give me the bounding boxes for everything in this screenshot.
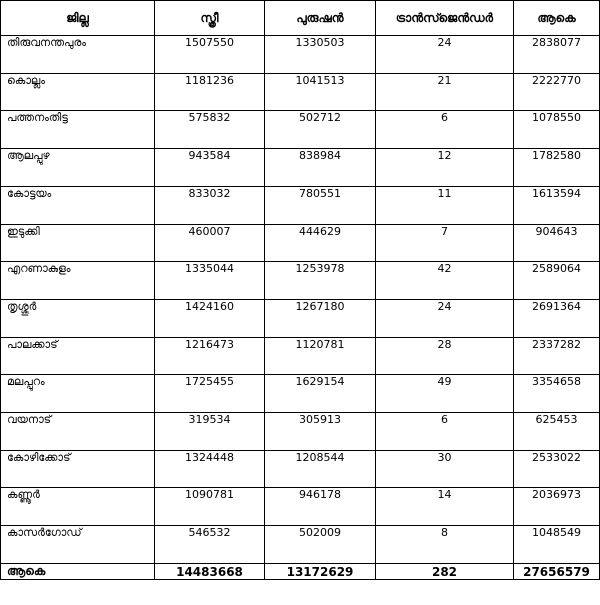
- district-name: പാലക്കാട്: [1, 337, 155, 375]
- female-count: 575832: [155, 111, 265, 149]
- row-total: 1613594: [514, 186, 600, 224]
- male-count: 1330503: [265, 36, 376, 74]
- female-count: 1507550: [155, 36, 265, 74]
- row-total: 3354658: [514, 375, 600, 413]
- row-total: 1048549: [514, 526, 600, 564]
- total-row: [1, 564, 600, 580]
- male-count: 1253978: [265, 262, 376, 300]
- row-total: 2691364: [514, 299, 600, 337]
- header-male: പുരുഷന്‍: [265, 1, 376, 36]
- female-count: 833032: [155, 186, 265, 224]
- female-count: 460007: [155, 224, 265, 262]
- district-name: കൊല്ലം: [1, 73, 155, 111]
- male-count: 305913: [265, 413, 376, 451]
- transgender-count: 6: [376, 111, 514, 149]
- male-count: 1120781: [265, 337, 376, 375]
- table-row: [1, 186, 600, 224]
- transgender-count: 8: [376, 526, 514, 564]
- table-row: [1, 450, 600, 488]
- total-label: ആകെ: [1, 564, 155, 580]
- transgender-count: 49: [376, 375, 514, 413]
- header-district: ജില്ല: [1, 1, 155, 36]
- transgender-count: 11: [376, 186, 514, 224]
- table-row: [1, 375, 600, 413]
- row-total: 904643: [514, 224, 600, 262]
- transgender-count: 24: [376, 36, 514, 74]
- male-count: 1041513: [265, 73, 376, 111]
- district-name: കോട്ടയം: [1, 186, 155, 224]
- transgender-count: 28: [376, 337, 514, 375]
- row-total: 2838077: [514, 36, 600, 74]
- row-total: 2222770: [514, 73, 600, 111]
- district-name: ആലപ്പുഴ: [1, 149, 155, 187]
- transgender-count: 12: [376, 149, 514, 187]
- district-name: തിരുവനന്തപുരം: [1, 36, 155, 74]
- female-count: 546532: [155, 526, 265, 564]
- district-name: മലപ്പുറം: [1, 375, 155, 413]
- table-row: [1, 299, 600, 337]
- female-count: 1424160: [155, 299, 265, 337]
- transgender-count: 7: [376, 224, 514, 262]
- table-row: [1, 526, 600, 564]
- row-total: 2589064: [514, 262, 600, 300]
- female-count: 1090781: [155, 488, 265, 526]
- female-count: 1725455: [155, 375, 265, 413]
- male-count: 502009: [265, 526, 376, 564]
- male-count: 1629154: [265, 375, 376, 413]
- male-count: 946178: [265, 488, 376, 526]
- male-count: 444629: [265, 224, 376, 262]
- total-total: 27656579: [514, 564, 600, 580]
- total-female: 14483668: [155, 564, 265, 580]
- district-name: തൃശ്ശൂർ: [1, 299, 155, 337]
- district-name: കാസർഗോഡ്: [1, 526, 155, 564]
- female-count: 1216473: [155, 337, 265, 375]
- transgender-count: 30: [376, 450, 514, 488]
- table-row: [1, 488, 600, 526]
- header-transgender: ട്രാൻസ്ജെൻഡർ: [376, 1, 514, 36]
- district-name: കണ്ണൂർ: [1, 488, 155, 526]
- row-total: 2337282: [514, 337, 600, 375]
- district-name: പത്തനംതിട്ട: [1, 111, 155, 149]
- table-row: [1, 36, 600, 74]
- row-total: 2036973: [514, 488, 600, 526]
- male-count: 838984: [265, 149, 376, 187]
- transgender-count: 24: [376, 299, 514, 337]
- district-name: കോഴിക്കോട്: [1, 450, 155, 488]
- row-total: 1782580: [514, 149, 600, 187]
- table-row: [1, 224, 600, 262]
- transgender-count: 6: [376, 413, 514, 451]
- total-male: 13172629: [265, 564, 376, 580]
- transgender-count: 14: [376, 488, 514, 526]
- male-count: 1267180: [265, 299, 376, 337]
- table-row: [1, 111, 600, 149]
- district-name: എറണാകുളം: [1, 262, 155, 300]
- table-row: [1, 73, 600, 111]
- total-transgender: 282: [376, 564, 514, 580]
- male-count: 780551: [265, 186, 376, 224]
- table-row: [1, 149, 600, 187]
- row-total: 2533022: [514, 450, 600, 488]
- header-row: [1, 1, 600, 36]
- district-name: ഇടുക്കി: [1, 224, 155, 262]
- female-count: 319534: [155, 413, 265, 451]
- district-name: വയനാട്: [1, 413, 155, 451]
- table-row: [1, 262, 600, 300]
- row-total: 625453: [514, 413, 600, 451]
- male-count: 502712: [265, 111, 376, 149]
- table-row: [1, 337, 600, 375]
- table-row: [1, 413, 600, 451]
- header-female: സ്ത്രീ: [155, 1, 265, 36]
- male-count: 1208544: [265, 450, 376, 488]
- header-total: ആകെ: [514, 1, 600, 36]
- transgender-count: 21: [376, 73, 514, 111]
- female-count: 943584: [155, 149, 265, 187]
- female-count: 1335044: [155, 262, 265, 300]
- female-count: 1324448: [155, 450, 265, 488]
- row-total: 1078550: [514, 111, 600, 149]
- female-count: 1181236: [155, 73, 265, 111]
- transgender-count: 42: [376, 262, 514, 300]
